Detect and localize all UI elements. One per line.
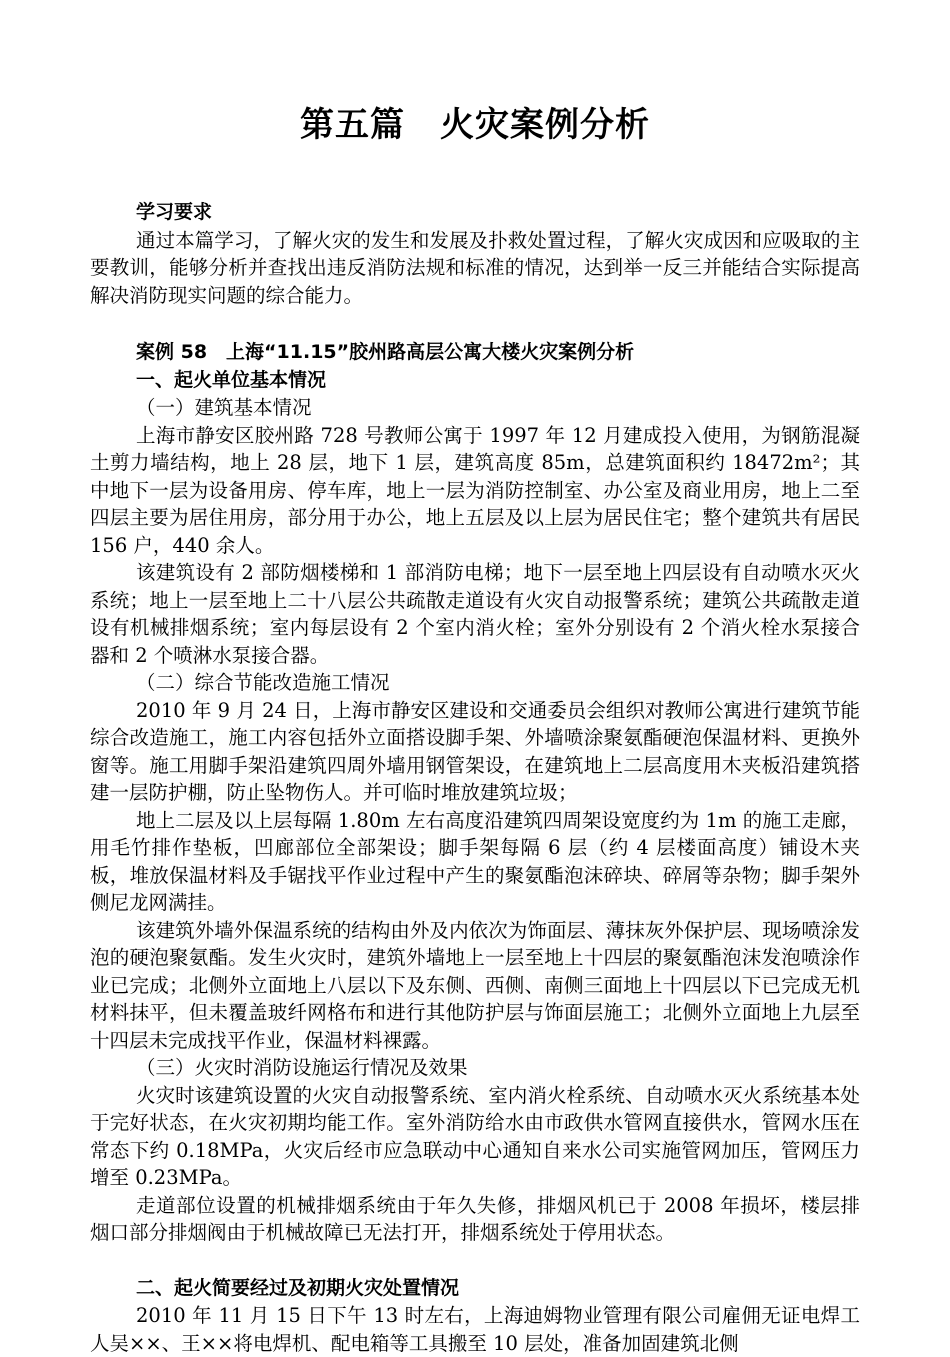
subsection-3-heading: （三）火灾时消防设施运行情况及效果 bbox=[136, 1056, 468, 1079]
subsection-1-paragraph-2: 该建筑设有 2 部防烟楼梯和 1 部消防电梯；地下一层至地上四层设有自动喷水灭火系统；地上一层至地上二十八层公共疏散走道设有火灾自动报警系统；建筑公共疏散走道设有机械排烟系统；室内每层设有 2 个室内消火栓；室外分别设有 2 个消火栓水泵接合器和 2 个喷淋水泵接合器。 bbox=[90, 561, 860, 667]
section-2-paragraph-1: 2010 年 11 月 15 日下午 13 时左右，上海迪姆物业管理有限公司雇佣无证电焊工人吴××、王××将电焊机、配电箱等工具搬至 10 层处，准备加固建筑北侧 bbox=[90, 1304, 860, 1355]
case-title: 案例 58 上海“11.15”胶州路高层公寓大楼火灾案例分析 bbox=[136, 341, 635, 363]
subsection-3-paragraph-2: 走道部位设置的机械排烟系统由于年久失修，排烟风机已于 2008 年损坏，楼层排烟口部分排烟阀由于机械故障已无法打开，排烟系统处于停用状态。 bbox=[90, 1193, 860, 1244]
subsection-2-paragraph-3: 该建筑外墙外保温系统的结构由外及内依次为饰面层、薄抹灰外保护层、现场喷涂发泡的硬泡聚氨酯。发生火灾时，建筑外墙地上一层至地上十四层的聚氨酯泡沫发泡喷涂作业已完成；北侧外立面地上八层以下及东侧、西侧、南侧三面地上十四层以下已完成无机材料抹平，但未覆盖玻纤网格布和进行其他防护层与饰面层施工；北侧外立面地上九层至十四层未完成找平作业，保温材料裸露。 bbox=[90, 918, 860, 1052]
section-2-heading: 二、起火简要经过及初期火灾处置情况 bbox=[136, 1276, 460, 1299]
document-body bbox=[90, 199, 860, 1357]
subsection-2-paragraph-2: 地上二层及以上层每隔 1.80m 左右高度沿建筑四周架设宽度约为 1m 的施工走廊，用毛竹排作垫板，凹廊部位全部架设；脚手架每隔 6 层（约 4 层楼面高度）铺设木夹板，堆放保温材料及手锯找平作业过程中产生的聚氨酯泡沫碎块、碎屑等杂物；脚手架外侧尼龙网满挂。 bbox=[90, 808, 860, 914]
section-1-heading: 一、起火单位基本情况 bbox=[136, 368, 327, 391]
study-requirements-text: 通过本篇学习，了解火灾的发生和发展及扑救处置过程，了解火灾成因和应吸取的主要教训，能够分析并查找出违反消防法规和标准的情况，达到举一反三并能结合实际提高解决消防现实问题的综合能力。 bbox=[90, 228, 860, 307]
study-requirements-heading: 学习要求 bbox=[136, 201, 213, 223]
subsection-3-paragraph-1: 火灾时该建筑设置的火灾自动报警系统、室内消火栓系统、自动喷水灭火系统基本处于完好状态，在火灾初期均能工作。室外消防给水由市政供水管网直接供水，管网水压在常态下约 0.18MPa，火灾后经市应急联动中心通知自来水公司实施管网加压，管网压力增至 0.23MPa。 bbox=[90, 1083, 860, 1189]
subsection-1-heading: （一）建筑基本情况 bbox=[136, 396, 312, 419]
subsection-2-heading: （二）综合节能改造施工情况 bbox=[136, 671, 390, 694]
chapter-title: 第五篇 火灾案例分析 bbox=[300, 105, 650, 145]
subsection-1-paragraph-1: 上海市静安区胶州路 728 号教师公寓于 1997 年 12 月建成投入使用，为钢筋混凝土剪力墙结构，地上 28 层，地下 1 层，建筑高度 85m，总建筑面积约 18472m²；其中地下一层为设备用房、停车库，地上一层为消防控制室、办公室及商业用房，地上二至四层主要为居住用房，部分用于办公，地上五层及以上层为居民住宅；整个建筑共有居民 156 户，440 余人。 bbox=[90, 423, 860, 557]
subsection-2-paragraph-1: 2010 年 9 月 24 日，上海市静安区建设和交通委员会组织对教师公寓进行建筑节能综合改造施工，施工内容包括外立面搭设脚手架、外墙喷涂聚氨酯硬泡保温材料、更换外窗等。施工用脚手架沿建筑四周外墙用钢管架设，在建筑地上二层高度用木夹板沿建筑搭建一层防护棚，防止坠物伤人。并可临时堆放建筑垃圾； bbox=[90, 698, 860, 804]
